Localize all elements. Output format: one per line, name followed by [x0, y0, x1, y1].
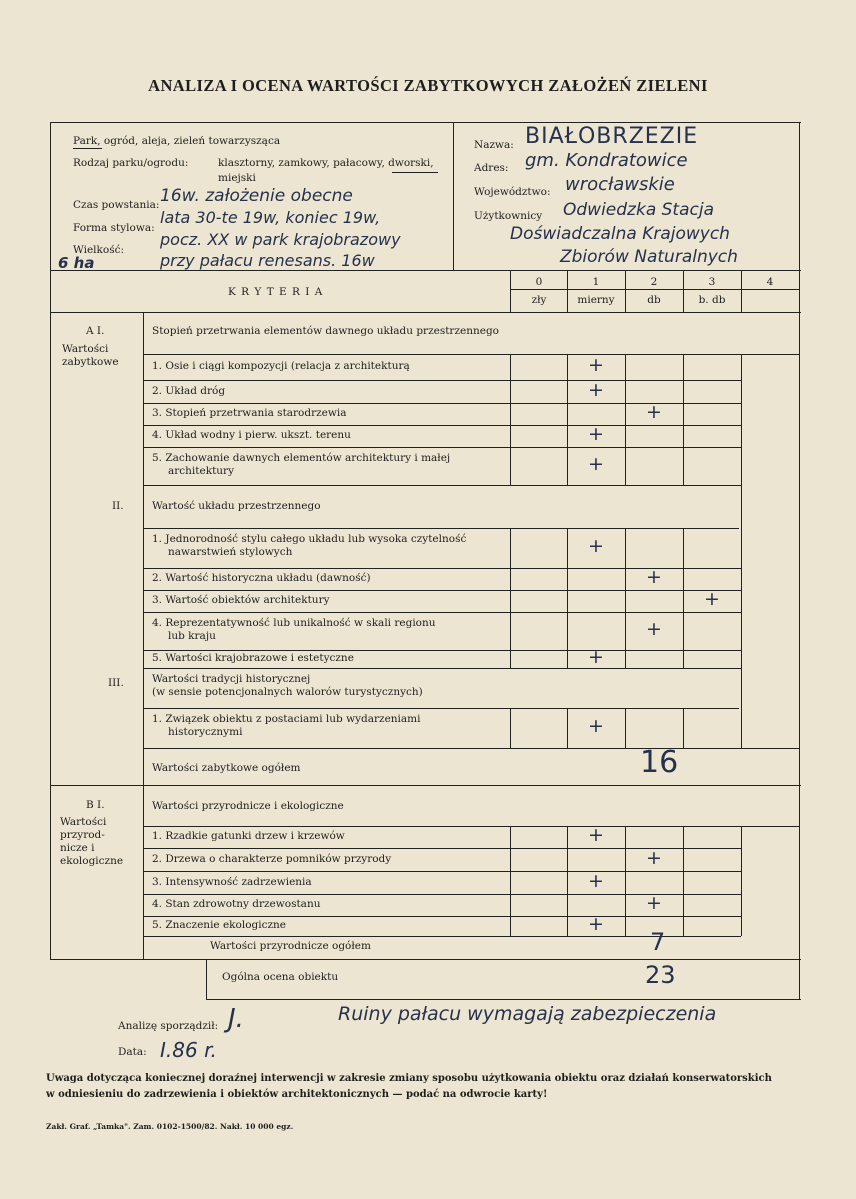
grid-col4-a [741, 354, 742, 748]
section-b-name-4: ekologiczne [60, 855, 124, 867]
criteria-cell-line [625, 826, 626, 848]
scale-label-2: db [647, 294, 661, 306]
criteria-cell-line [625, 916, 626, 936]
scale-mid-line [510, 289, 800, 290]
voivodeship-value: wrocławskie [565, 174, 675, 195]
total-b-label: Wartości przyrodnicze ogółem [210, 940, 371, 952]
criteria-cell-line [683, 354, 684, 380]
criteria-cell-line [625, 871, 626, 894]
criteria-cell-line [683, 708, 684, 748]
criterion-mark: + [646, 846, 662, 869]
style-value-2: pocz. XX w park krajobrazowy [160, 230, 401, 249]
scale-bottom [50, 312, 801, 313]
criterion-label: 1. Osie i ciągi kompozycji (relacja z architekturą [152, 360, 410, 372]
criteria-cell-line [683, 447, 684, 485]
note-line-1: Uwaga dotycząca koniecznej doraźnej interwencji w zakresie zmiany sposobu użytkowania obiektu oraz działań konserwatorskich [46, 1073, 772, 1084]
group-a3-divider [143, 708, 739, 709]
criteria-cell-line [510, 871, 511, 894]
criterion-label: 3. Intensywność zadrzewienia [152, 875, 312, 888]
criterion-mark: + [646, 618, 662, 640]
grid-col4-b [741, 826, 742, 936]
criteria-row-line [143, 668, 741, 669]
criteria-cell-line [510, 528, 511, 568]
overall-left [206, 959, 207, 1000]
analysis-remark: Ruiny pałacu wymagają zabezpieczenia [338, 1003, 717, 1025]
date-label: Czas powstania: [73, 199, 160, 211]
type-underline [73, 148, 102, 149]
criterion-mark: + [588, 423, 604, 445]
criterion-label-cont: architektury [168, 465, 235, 477]
users-value-2: Doświadczalna Krajowych [510, 224, 730, 244]
group-a2-title: Wartość układu przestrzennego [152, 500, 321, 512]
criterion-mark: + [588, 535, 604, 557]
scale-label-3: b. db [698, 294, 726, 306]
style-value: lata 30-te 19w, koniec 19w, [160, 208, 381, 227]
criteria-cell-line [625, 590, 626, 612]
scale-num-1: 1 [592, 276, 600, 288]
criterion-label: 4. Układ wodny i pierw. ukszt. terenu [152, 429, 351, 441]
criteria-cell-line [683, 871, 684, 894]
group-b1-title: Wartości przyrodnicze i ekologiczne [152, 800, 344, 812]
section-a-name-2: zabytkowe [62, 356, 119, 368]
criteria-cell-line [683, 612, 684, 650]
criterion-mark: + [588, 913, 604, 935]
criteria-cell-line [625, 650, 626, 668]
kind-options-2: miejski [218, 172, 256, 184]
criterion-mark: + [646, 892, 662, 914]
group-b1-divider [143, 826, 799, 827]
kind-options: klasztorny, zamkowy, pałacowy, dworski, [218, 157, 434, 169]
criteria-cell-line [510, 380, 511, 403]
criteria-cell-line [567, 590, 568, 612]
criteria-cell-line [683, 848, 684, 871]
section-a-name-1: Wartości [62, 343, 109, 355]
criterion-label: 2. Wartość historyczna układu (dawność) [152, 572, 371, 584]
group-a1-divider [143, 354, 799, 355]
total-b-value: 7 [650, 928, 666, 956]
criterion-label: 1. Jednorodność stylu całego układu lub wysoka czytelność [152, 533, 467, 545]
criteria-cell-line [683, 568, 684, 590]
criteria-row-line [143, 380, 741, 381]
address-value: gm. Kondratowice [525, 150, 688, 171]
criterion-label: 5. Wartości krajobrazowe i estetyczne [152, 652, 354, 664]
criteria-row-line [143, 425, 741, 426]
section-b-name-3: nicze i [60, 842, 95, 854]
group-a2-divider [143, 528, 739, 529]
criterion-mark: + [588, 715, 604, 737]
overall-value: 23 [645, 961, 676, 989]
criteria-cell-line [567, 848, 568, 871]
criterion-label-cont: lub kraju [168, 630, 216, 642]
kind-label: Rodzaj parku/ogrodu: [73, 157, 189, 169]
criteria-cell-line [510, 447, 511, 485]
section-divider [143, 312, 144, 960]
frame-left [50, 122, 51, 960]
criterion-label: 5. Zachowanie dawnych elementów architektury i małej [152, 452, 451, 464]
criteria-cell-line [625, 354, 626, 380]
criteria-cell-line [510, 650, 511, 668]
section-a-letter: A I. [86, 325, 105, 337]
overall-bottom [206, 999, 801, 1000]
analysis-signature: J. [228, 1004, 244, 1034]
date-value: 16w. założenie obecne [160, 186, 353, 206]
users-value-3: Zbiorów Naturalnych [560, 247, 738, 267]
criterion-label: 4. Stan zdrowotny drzewostanu [152, 898, 321, 910]
size-prefix: 6 ha [58, 254, 95, 272]
scale-num-0: 0 [535, 276, 543, 288]
users-value-1: Odwiedzka Stacja [563, 200, 714, 220]
criteria-cell-line [510, 354, 511, 380]
criterion-label-cont: nawarstwień stylowych [168, 546, 293, 558]
section-b-name-2: przyrod- [60, 829, 105, 841]
criteria-cell-line [567, 403, 568, 425]
criteria-cell-line [567, 568, 568, 590]
kind-underline [392, 172, 438, 173]
voivodeship-label: Województwo: [474, 186, 551, 198]
criteria-cell-line [625, 425, 626, 447]
scale-num-2: 2 [650, 276, 658, 288]
size-label: Wielkość: [73, 244, 125, 256]
criteria-cell-line [683, 650, 684, 668]
scale-num-3: 3 [708, 276, 716, 288]
criterion-mark: + [646, 566, 662, 588]
criteria-cell-line [510, 916, 511, 936]
scale-label-1: mierny [577, 294, 615, 306]
header-divider [453, 122, 454, 270]
section-b-letter: B I. [86, 799, 105, 811]
criteria-cell-line [510, 612, 511, 650]
criteria-row-line [143, 485, 741, 486]
criterion-label-cont: historycznymi [168, 726, 243, 738]
criteria-cell-line [625, 447, 626, 485]
section-b-bottom [50, 959, 801, 960]
criteria-cell-line [567, 612, 568, 650]
section-a-bottom [50, 785, 801, 786]
section-a-roman-3: III. [108, 677, 124, 689]
criterion-mark: + [588, 354, 604, 376]
criterion-mark: + [646, 401, 662, 423]
total-a-value: 16 [640, 745, 679, 780]
name-label: Nazwa: [474, 139, 514, 151]
scale-num-4: 4 [766, 276, 774, 288]
criterion-mark: + [588, 378, 604, 401]
criteria-cell-line [510, 708, 511, 748]
criterion-mark: + [588, 824, 604, 846]
object-type-line: Park, ogród, aleja, zieleń towarzysząca [73, 135, 281, 147]
analysis-label: Analizę sporządził: [118, 1020, 219, 1032]
criterion-label: 2. Drzewa o charakterze pomników przyrody [152, 852, 392, 865]
criterion-mark: + [588, 453, 604, 475]
criterion-label: 3. Stopień przetrwania starodrzewia [152, 407, 347, 419]
address-label: Adres: [474, 162, 509, 174]
criteria-cell-line [683, 894, 684, 916]
criteria-cell-line [510, 826, 511, 848]
criteria-cell-line [683, 380, 684, 403]
criteria-label: K R Y T E R I A [228, 286, 324, 298]
criteria-cell-line [510, 425, 511, 447]
header-bottom [50, 270, 801, 271]
note-line-2: w odniesieniu do zadrzewienia i obiektów architektonicznych — podać na odwrocie karty! [46, 1089, 548, 1100]
criteria-cell-line [510, 848, 511, 871]
date-of-analysis-label: Data: [118, 1046, 147, 1058]
criteria-row-line [143, 447, 741, 448]
name-value: BIAŁOBRZEZIE [525, 124, 699, 149]
group-a1-title: Stopień przetrwania elementów dawnego układu przestrzennego [152, 325, 499, 337]
criteria-cell-line [510, 590, 511, 612]
criteria-cell-line [683, 916, 684, 936]
criteria-cell-line [510, 894, 511, 916]
criteria-cell-line [683, 403, 684, 425]
criteria-cell-line [625, 708, 626, 748]
users-label: Użytkownicy [474, 210, 543, 222]
total-a-label: Wartości zabytkowe ogółem [152, 762, 301, 774]
scale-label-0: zły [531, 294, 547, 306]
criteria-row-line [143, 590, 741, 591]
criterion-label: 5. Znaczenie ekologiczne [152, 919, 287, 931]
criterion-label: 4. Reprezentatywność lub unikalność w skali regionu [152, 617, 436, 629]
print-info: Zakł. Graf. „Tamka". Zam. 0102-1500/82. Nakł. 10 000 egz. [46, 1122, 294, 1131]
style-label: Forma stylowa: [73, 222, 155, 234]
criteria-row-line [143, 871, 741, 872]
criterion-label: 2. Układ dróg [152, 384, 226, 397]
overall-label: Ogólna ocena obiektu [222, 971, 339, 983]
criteria-cell-line [683, 528, 684, 568]
criteria-cell-line [510, 568, 511, 590]
frame-right [799, 122, 800, 1000]
criterion-mark: + [588, 646, 604, 668]
size-value: przy pałacu renesans. 16w [160, 251, 375, 270]
criterion-mark: + [588, 869, 604, 892]
section-a-roman-2: II. [112, 500, 124, 512]
group-a3-title-2: (w sensie potencjonalnych walorów turystycznych) [152, 686, 423, 698]
criteria-cell-line [625, 528, 626, 568]
section-b-name-1: Wartości [60, 816, 107, 828]
form-title: ANALIZA I OCENA WARTOŚCI ZABYTKOWYCH ZAŁOŻEŃ ZIELENI [148, 76, 708, 95]
criterion-label: 1. Związek obiektu z postaciami lub wydarzeniami [152, 713, 421, 725]
criteria-cell-line [625, 380, 626, 403]
criteria-cell-line [510, 403, 511, 425]
criterion-mark: + [704, 588, 720, 610]
criterion-label: 1. Rzadkie gatunki drzew i krzewów [152, 830, 345, 842]
date-of-analysis-value: I.86 r. [160, 1038, 217, 1062]
group-a3-title-1: Wartości tradycji historycznej [152, 673, 311, 685]
criteria-row-line [143, 916, 741, 917]
criteria-cell-line [683, 826, 684, 848]
criteria-cell-line [683, 425, 684, 447]
criteria-row-line [143, 612, 741, 613]
criterion-label: 3. Wartość obiektów architektury [152, 594, 330, 606]
